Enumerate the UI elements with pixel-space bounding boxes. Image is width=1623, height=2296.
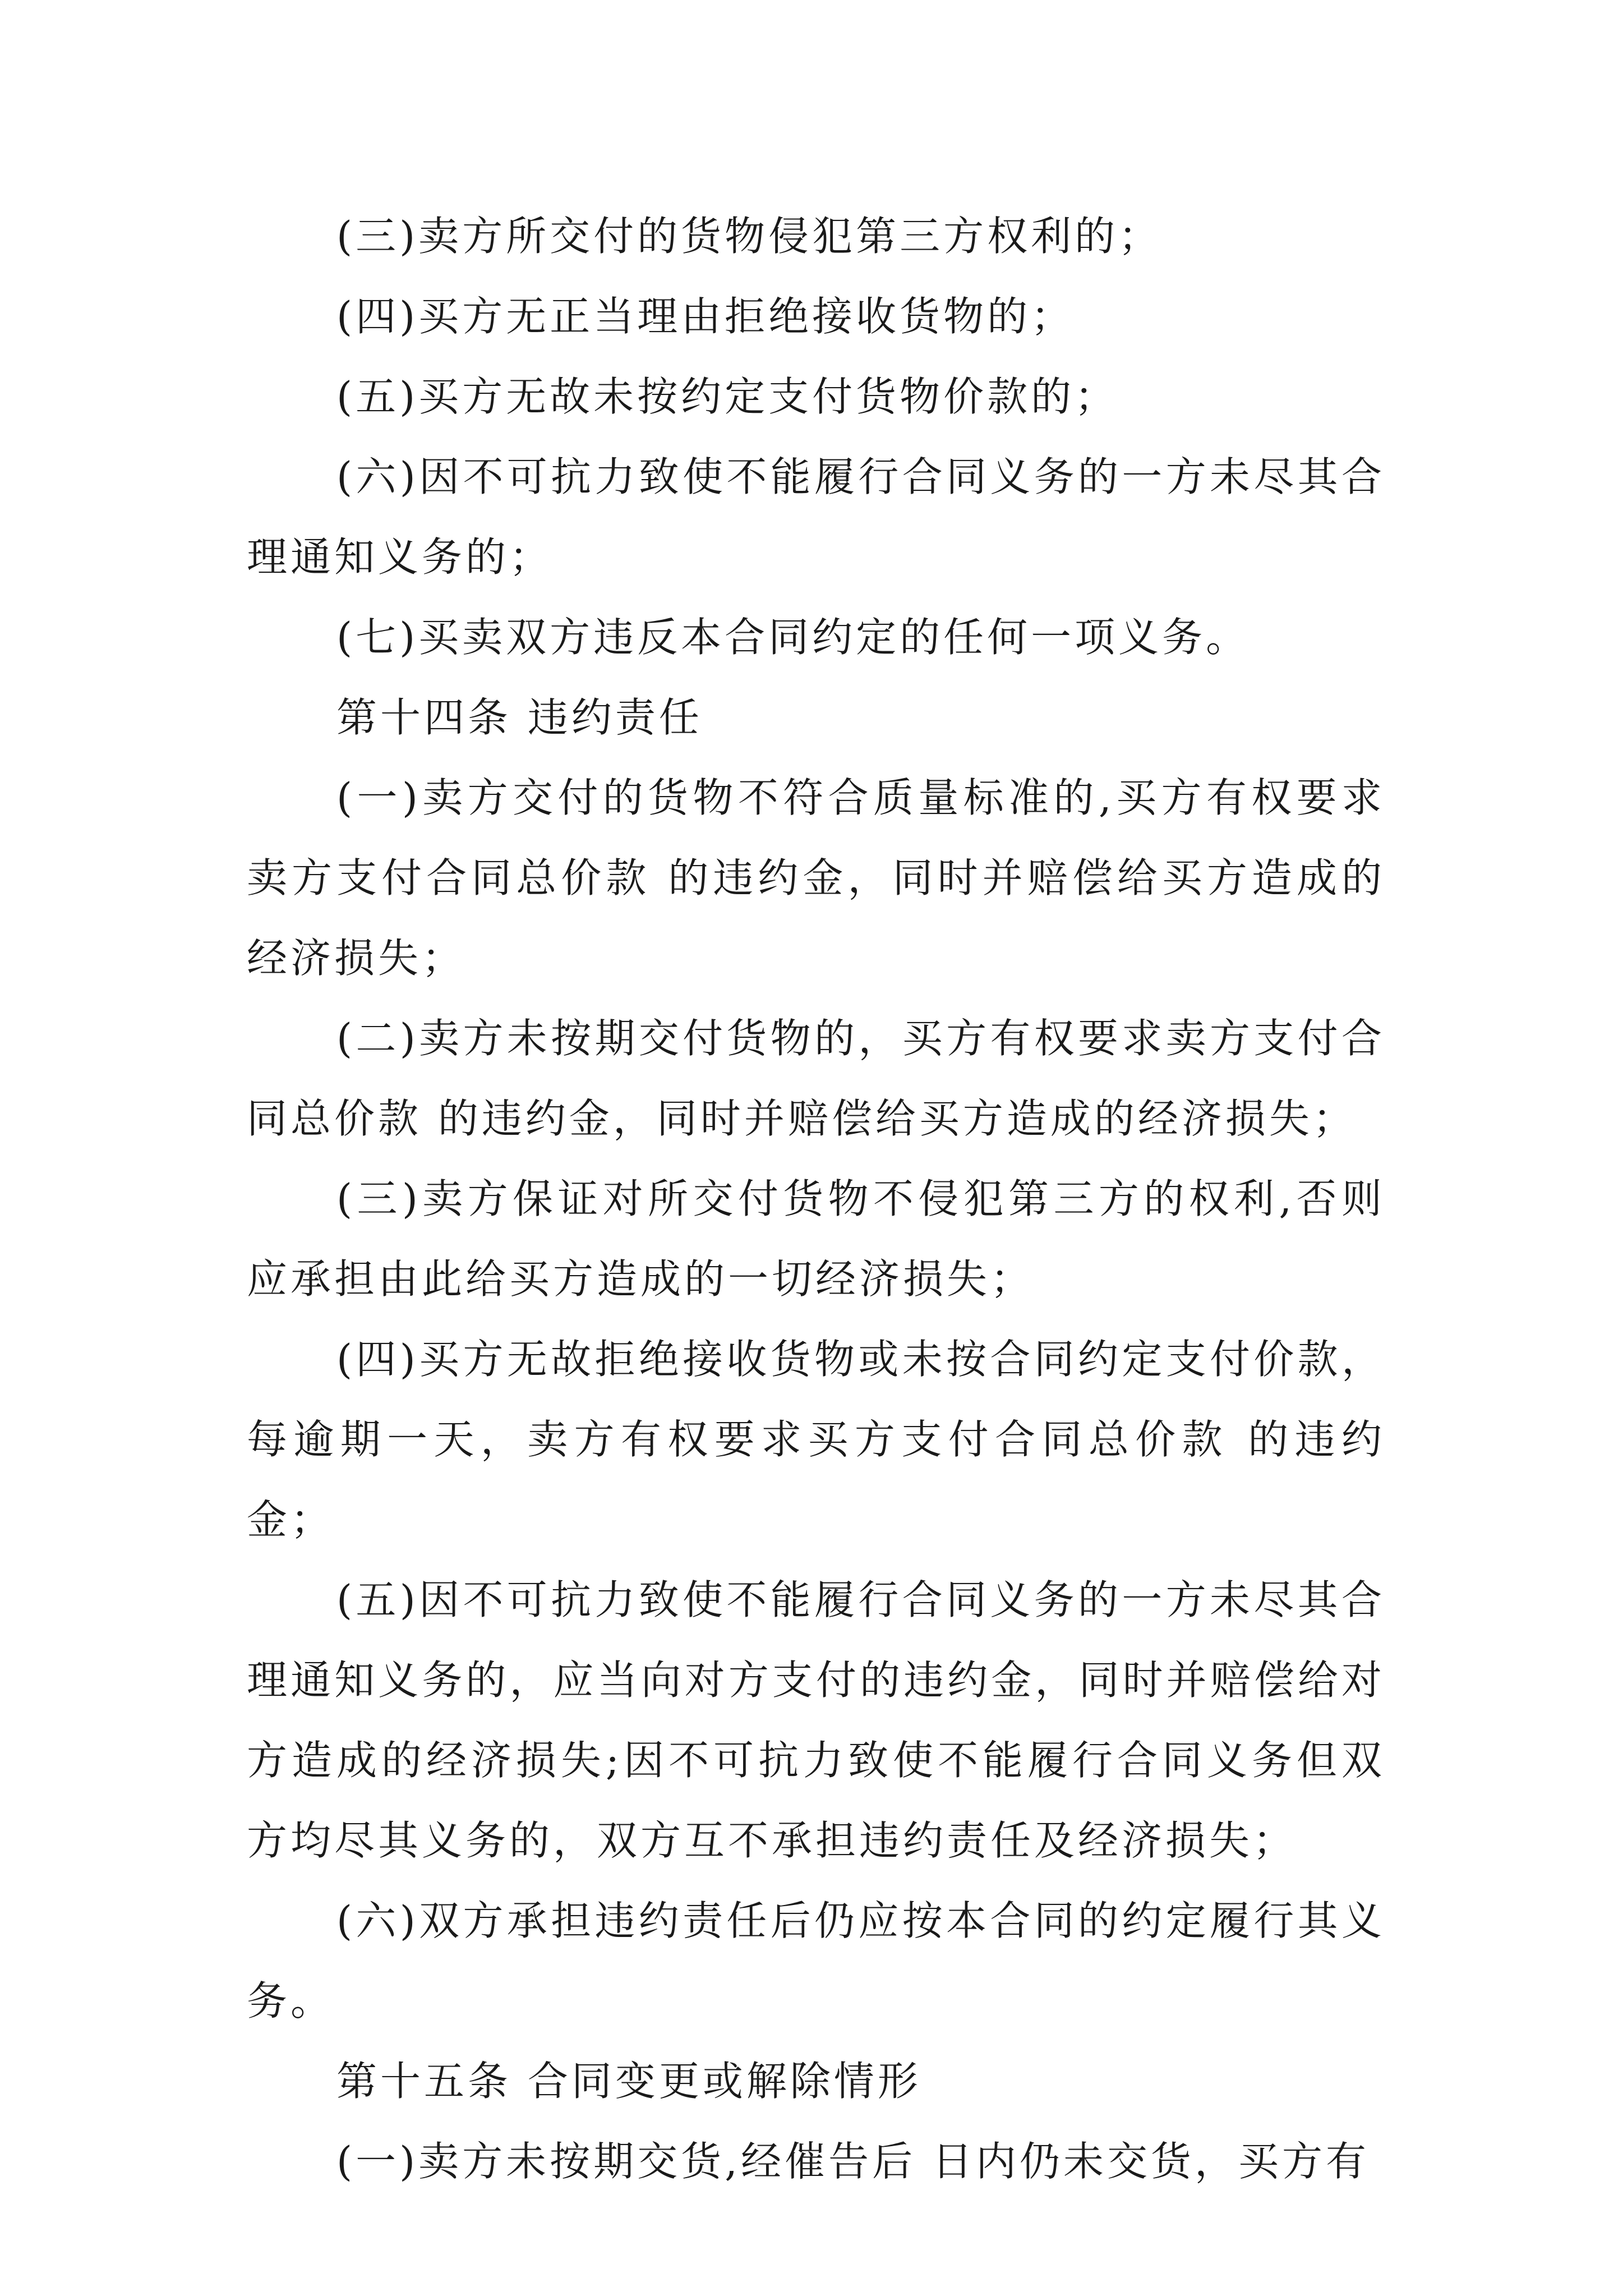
clause-paragraph: (六)因不可抗力致使不能履行合同义务的一方未尽其合理通知义务的； <box>247 453 1385 581</box>
document-body <box>247 196 1385 2202</box>
clause-paragraph: (三)卖方所交付的货物侵犯第三方权利的； <box>336 213 1163 260</box>
clause-paragraph: (四)买方无故拒绝接收货物或未按合同约定支付价款，每逾期一天，卖方有权要求买方支付合同总价款 的违约金； <box>247 1336 1385 1543</box>
article-heading: 第十五条 合同变更或解除情形 <box>336 2058 921 2105</box>
clause-paragraph: (五)买方无故未按约定支付货物价款的； <box>336 373 1119 420</box>
article-heading: 第十四条 违约责任 <box>336 694 703 741</box>
clause-paragraph: (二)卖方未按期交付货物的，买方有权要求卖方支付合同总价款 的违约金，同时并赔偿给买方造成的经济损失； <box>247 1015 1385 1142</box>
clause-paragraph: (四)买方无正当理由拒绝接收货物的； <box>336 293 1075 340</box>
clause-paragraph: (五)因不可抗力致使不能履行合同义务的一方未尽其合理通知义务的，应当向对方支付的违约金，同时并赔偿给对方造成的经济损失;因不可抗力致使不能履行合同义务但双方均尽其义务的，双方互不承担违约责任及经济损失； <box>247 1576 1385 1864</box>
clause-paragraph: (七)买卖双方违反本合同约定的任何一项义务。 <box>336 614 1250 661</box>
clause-paragraph: (六)双方承担违约责任后仍应按本合同的约定履行其义务。 <box>247 1897 1385 2024</box>
clause-paragraph: (三)卖方保证对所交付货物不侵犯第三方的权利,否则应承担由此给买方造成的一切经济损失； <box>247 1175 1385 1303</box>
clause-paragraph: (一)卖方交付的货物不符合质量标准的,买方有权要求卖方支付合同总价款 的违约金，同时并赔偿给买方造成的经济损失； <box>247 774 1385 982</box>
clause-paragraph: (一)卖方未按期交货,经催告后 日内仍未交货，买方有 <box>336 2138 1370 2185</box>
